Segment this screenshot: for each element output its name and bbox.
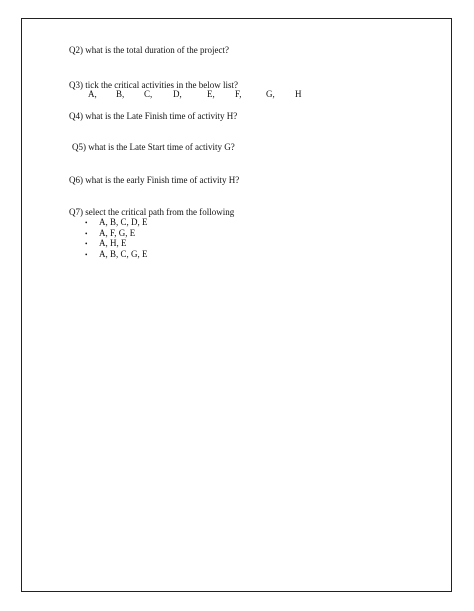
bullet-icon: • (85, 240, 88, 248)
question-6: Q6) what is the early Finish time of activity H? (69, 175, 240, 185)
question-7: Q7) select the critical path from the following (69, 207, 235, 217)
list-item[interactable] (85, 249, 148, 260)
list-item[interactable] (85, 238, 148, 249)
critical-path-options (85, 217, 148, 259)
activity-option[interactable]: A, (88, 89, 97, 99)
activity-option[interactable]: G, (266, 89, 275, 99)
bullet-icon: • (85, 250, 88, 259)
activity-option[interactable]: C, (144, 89, 153, 99)
question-2: Q2) what is the total duration of the project? (69, 45, 229, 55)
path-option-label: A, H, E (99, 238, 127, 248)
activity-option[interactable]: B, (116, 89, 125, 99)
bullet-icon: • (85, 229, 88, 238)
activity-option[interactable]: D, (173, 89, 182, 99)
activity-option[interactable]: H (295, 89, 302, 99)
activity-option[interactable]: E, (207, 89, 215, 99)
question-4: Q4) what is the Late Finish time of activity H? (69, 111, 238, 121)
path-option-label: A, F, G, E (99, 227, 136, 238)
page-border (21, 18, 452, 592)
question-3: Q3) tick the critical activities in the below list? (69, 80, 238, 90)
path-option-label: A, B, C, G, E (99, 248, 148, 259)
bullet-icon: • (85, 219, 88, 227)
path-option-label: A, B, C, D, E (99, 217, 148, 227)
activity-option[interactable]: F, (235, 89, 242, 99)
question-5: Q5) what is the Late Start time of activity G? (72, 142, 235, 152)
list-item[interactable] (85, 217, 148, 228)
list-item[interactable] (85, 228, 148, 239)
